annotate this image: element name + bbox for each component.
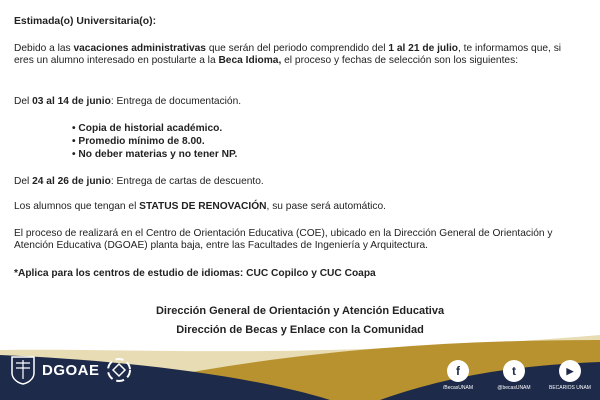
dgoae-wordmark: DGOAE <box>42 361 100 379</box>
intro-text: Debido a las <box>14 43 74 54</box>
date-documentation <box>14 96 241 108</box>
date-text: Del <box>14 96 33 107</box>
social-handle: @becasUNAM <box>497 385 531 391</box>
youtube-icon: ▶ <box>559 360 581 382</box>
requirement-item: • Copia de historial académico. <box>72 123 237 136</box>
signature-line-2: Dirección de Becas y Enlace con la Comunidad <box>176 324 424 336</box>
requirement-item: • Promedio mínimo de 8.00. <box>72 136 237 149</box>
date-text: : Entrega de documentación. <box>110 96 242 107</box>
facebook-icon: f <box>447 360 469 382</box>
renovation-note <box>14 201 386 213</box>
applies-note: *Aplica para los centros de estudio de idiomas: CUC Copilco y CUC Coapa <box>14 268 376 279</box>
intro-bold: Beca Idioma, <box>218 55 282 67</box>
date-text: : Entrega de cartas de descuento. <box>110 176 264 187</box>
dgoae-emblem-icon <box>105 356 133 384</box>
social-handle: /BecasUNAM <box>442 385 473 391</box>
dgoae-logo <box>10 355 133 385</box>
intro-text: , te informamos que, si eres un alumno interesado en postularte a la <box>14 43 562 67</box>
date-text: Del <box>14 176 33 187</box>
intro-text: el proceso y fechas de selección son los siguientes: <box>281 55 519 67</box>
date-range: 03 al 14 de junio <box>32 96 111 107</box>
requirement-item: • No deber materias y no tener NP. <box>72 149 237 162</box>
intro-bold: vacaciones administrativas <box>73 43 206 54</box>
social-facebook[interactable] <box>434 360 482 391</box>
social-handle: BECARIOS UNAM <box>549 385 591 391</box>
greeting: Estimada(o) Universitaria(o): <box>14 16 157 27</box>
intro-paragraph <box>14 43 574 68</box>
location-paragraph: El proceso de realizará en el Centro de Orientación Educativa (COE), ubicado en la Dirección General de Orientación y Atención Educativa (DGOAE) planta baja, entre las Facultades de Ingeniería y Arquitectura. <box>14 228 553 252</box>
twitter-icon: t <box>503 360 525 382</box>
renovation-status: STATUS DE RENOVACIÓN <box>139 201 267 212</box>
renovation-text: Los alumnos que tengan el <box>14 201 140 212</box>
requirements-list <box>72 123 237 161</box>
date-range: 24 al 26 de junio <box>32 176 111 187</box>
date-letters <box>14 176 264 188</box>
intro-text: que serán del periodo comprendido del <box>205 43 389 54</box>
renovation-text: , su pase será automático. <box>266 201 387 212</box>
unam-shield-icon <box>10 355 36 385</box>
signature-line-1: Dirección General de Orientación y Atención Educativa <box>155 305 445 317</box>
social-twitter[interactable] <box>490 360 538 391</box>
intro-bold: 1 al 21 de julio <box>388 43 459 54</box>
social-youtube[interactable] <box>546 360 594 391</box>
